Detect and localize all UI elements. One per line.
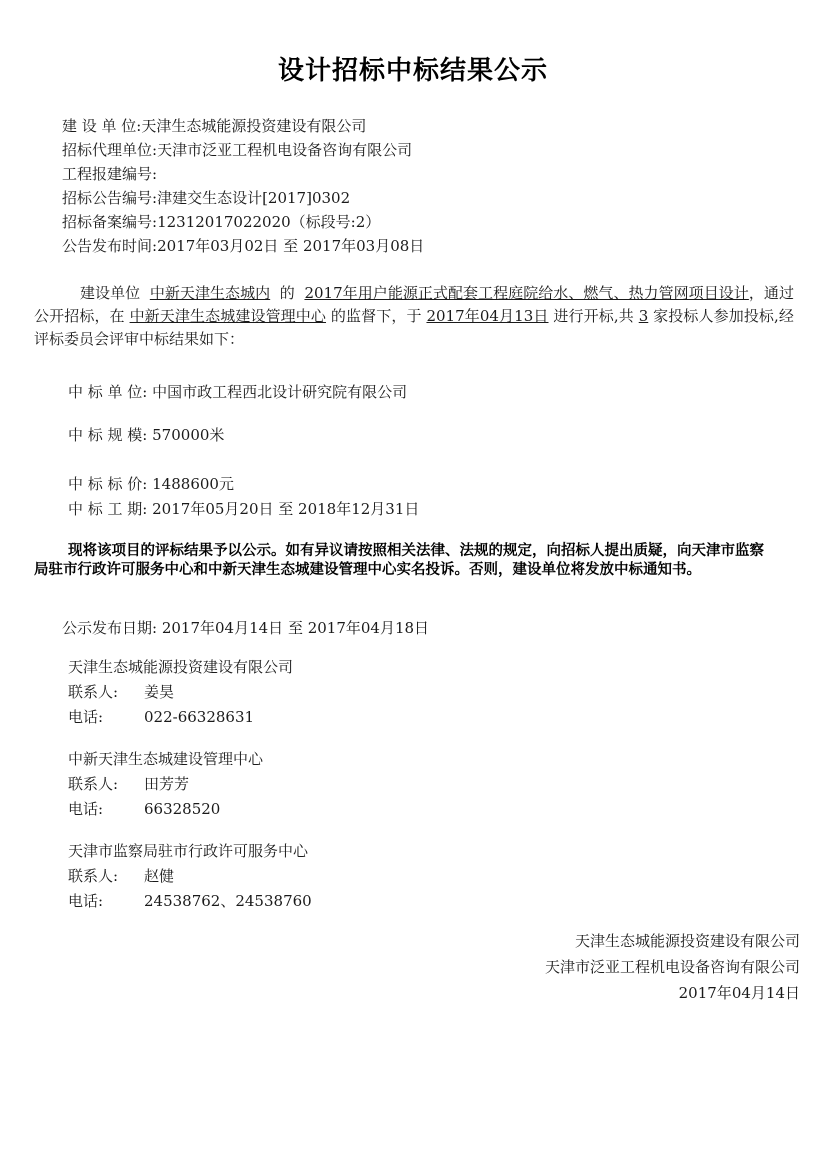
contact-phone-label: 电话:	[68, 708, 104, 726]
signature-org-1: 天津生态城能源投资建设有限公司	[574, 932, 800, 950]
contact-person-label: 联系人:	[68, 683, 119, 701]
project-no-label: 工程报建编号:	[62, 165, 158, 183]
period-label: 中 标 工 期:	[68, 500, 153, 518]
price-label: 中 标 标 价:	[68, 475, 153, 493]
signature-org-2: 天津市泛亚工程机电设备咨询有限公司	[544, 958, 800, 976]
notice-no-value: 津建交生态设计[2017]0302	[157, 189, 351, 207]
publish-time-value: 2017年03月02日 至 2017年03月08日	[157, 237, 425, 255]
contact-phone: 66328520	[144, 800, 221, 818]
result-period	[68, 498, 419, 519]
contact-phone: 022-66328631	[144, 708, 255, 726]
info-row-project-no	[62, 162, 424, 186]
contact-phone-row	[68, 797, 468, 822]
objection-notice: 现将该项目的评标结果予以公示。如有异议请按照相关法律、法规的规定，向招标人提出质疑，向天津市监察局驻市行政许可服务中心和中新天津生态城建设管理中心实名投诉。否则，建设单位将发放中标通知书。	[34, 543, 764, 578]
para-text-3: ，通过公开招标，在	[34, 284, 794, 325]
info-block	[62, 114, 424, 258]
para-text-6: 家投标人参加投标,经评标委员会评审中标结果如下：	[34, 307, 794, 348]
contact-person: 姜昊	[144, 683, 175, 701]
publicity-date	[62, 617, 429, 638]
agent-value: 天津市泛亚工程机电设备咨询有限公司	[157, 141, 413, 159]
contact-org: 天津生态城能源投资建设有限公司	[68, 658, 294, 676]
info-row-agent	[62, 138, 424, 162]
para-text-2: 的	[279, 284, 295, 302]
agent-label: 招标代理单位:	[62, 141, 158, 159]
price-value: 1488600元	[152, 475, 234, 493]
contact-block-2	[68, 747, 468, 822]
supervisor-name: 中新天津生态城建设管理中心	[129, 307, 327, 325]
contact-person-row	[68, 864, 468, 889]
result-scale	[68, 424, 224, 445]
contact-block-3	[68, 839, 468, 914]
result-price	[68, 473, 234, 494]
winner-value: 中国市政工程西北设计研究院有限公司	[152, 383, 408, 401]
owner-label: 建 设 单 位:	[62, 117, 142, 135]
winner-label: 中 标 单 位:	[68, 383, 153, 401]
contact-org: 中新天津生态城建设管理中心	[68, 750, 264, 768]
publicity-value: 2017年04月14日 至 2017年04月18日	[161, 619, 430, 637]
contact-block-1	[68, 655, 468, 730]
contact-person-label: 联系人:	[68, 867, 119, 885]
signature-date: 2017年04月14日	[678, 984, 800, 1002]
publish-time-label: 公告发布时间:	[62, 237, 158, 255]
para-text-5: 进行开标,共	[553, 307, 634, 325]
project-name: 2017年用户能源正式配套工程庭院给水、燃气、热力管网项目设计	[304, 284, 749, 302]
contact-phone: 24538762、24538760	[144, 892, 312, 910]
contact-person-label: 联系人:	[68, 775, 119, 793]
contact-person-row	[68, 680, 468, 705]
page-title: 设计招标中标结果公示	[277, 56, 548, 86]
period-value: 2017年05月20日 至 2018年12月31日	[152, 500, 420, 518]
record-no-value: 12312017022020（标段号:2）	[157, 213, 381, 231]
contact-person: 田芳芳	[144, 775, 190, 793]
contact-org: 天津市监察局驻市行政许可服务中心	[68, 842, 309, 860]
contact-phone-label: 电话:	[68, 892, 104, 910]
para-text-4: 的监督下，于	[330, 307, 422, 325]
contact-person: 赵健	[144, 867, 175, 885]
publicity-label: 公示发布日期:	[62, 619, 162, 637]
project-location: 中新天津生态城内	[149, 284, 271, 302]
info-row-notice-no	[62, 186, 424, 210]
info-row-owner	[62, 114, 424, 138]
bidder-count: 3	[638, 307, 649, 325]
contact-person-row	[68, 772, 468, 797]
para-text-1: 建设单位	[80, 284, 141, 302]
info-row-publish-time	[62, 234, 424, 258]
info-row-record-no	[62, 210, 424, 234]
notice-no-label: 招标公告编号:	[62, 189, 158, 207]
contact-phone-row	[68, 705, 468, 730]
scale-label: 中 标 规 模:	[68, 426, 153, 444]
open-date: 2017年04月13日	[426, 307, 549, 325]
owner-value: 天津生态城能源投资建设有限公司	[141, 117, 367, 135]
scale-value: 570000米	[152, 426, 225, 444]
intro-paragraph	[34, 282, 794, 351]
contact-phone-label: 电话:	[68, 800, 104, 818]
record-no-label: 招标备案编号:	[62, 213, 158, 231]
contact-phone-row	[68, 889, 468, 914]
result-winner	[68, 381, 407, 402]
